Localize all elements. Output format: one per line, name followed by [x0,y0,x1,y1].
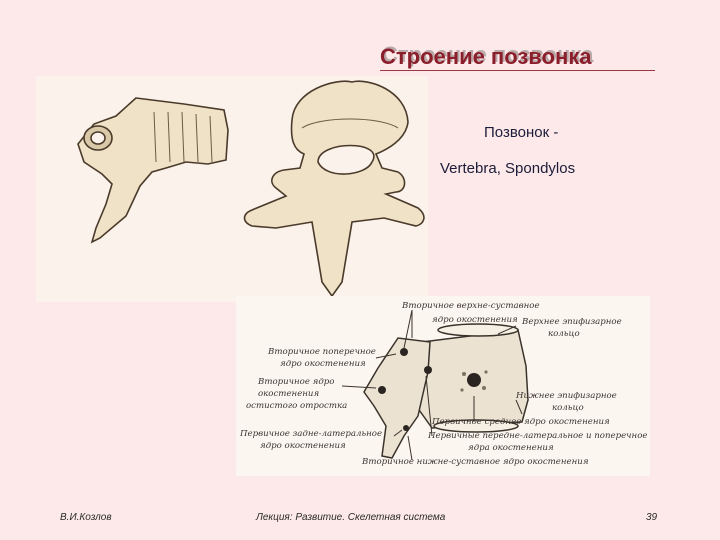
slide-title: Строение позвонка [380,44,592,69]
label-primary-middle: Первичное среднее ядро окостенения [432,417,610,427]
label-posterolateral: Первичное задне-латеральное [240,429,383,439]
vertebra-illustration [36,76,428,302]
label-transverse: Вторичное поперечное [268,347,376,357]
label-upper-epiphyseal: Верхнее эпифизарное [522,317,622,327]
footer-lecture: Лекция: Развитие. Скелетная система [256,512,446,523]
term-russian: Позвонок - [484,124,559,141]
label-transverse-2: ядро окостенения [280,359,366,369]
ossification-diagram [236,296,650,476]
footer-author: В.И.Козлов [60,512,112,523]
label-anterolateral: Первичные передне-латеральное и поперечное [428,431,648,441]
anterolateral-center-dot [424,366,432,374]
label-posterolateral-2: ядро окостенения [260,441,346,451]
primary-center-dot [467,373,481,387]
term-latin: Vertebra, Spondylos [440,160,576,177]
spinous-center-dot [378,386,386,394]
label-spinous: Вторичное ядро [258,377,335,387]
label-lower-epiphyseal: Нижнее эпифизарное [516,391,617,401]
vertebra-lateral-view [78,98,228,242]
vertebra-drawing [36,76,428,302]
footer-page-number: 39 [646,512,658,523]
label-spinous-2: окостенения [258,389,320,399]
vertebra-superior-view [245,81,424,296]
label-inferior-articular: Вторичное нижне-суставное ядро окостенения [362,457,589,467]
label-superior-articular-2: ядро окостенения [432,315,518,325]
label-superior-articular: Вторичное верхне-суставное [402,301,540,311]
transverse-center-dot [400,348,408,356]
label-upper-epiphyseal-2: кольцо [548,329,580,339]
label-anterolateral-2: ядра окостенения [468,443,554,453]
label-lower-epiphyseal-2: кольцо [552,403,584,413]
title-underline [380,70,655,71]
inferior-articular-center-dot [403,425,409,431]
label-spinous-3: остистого отростка [246,401,348,411]
